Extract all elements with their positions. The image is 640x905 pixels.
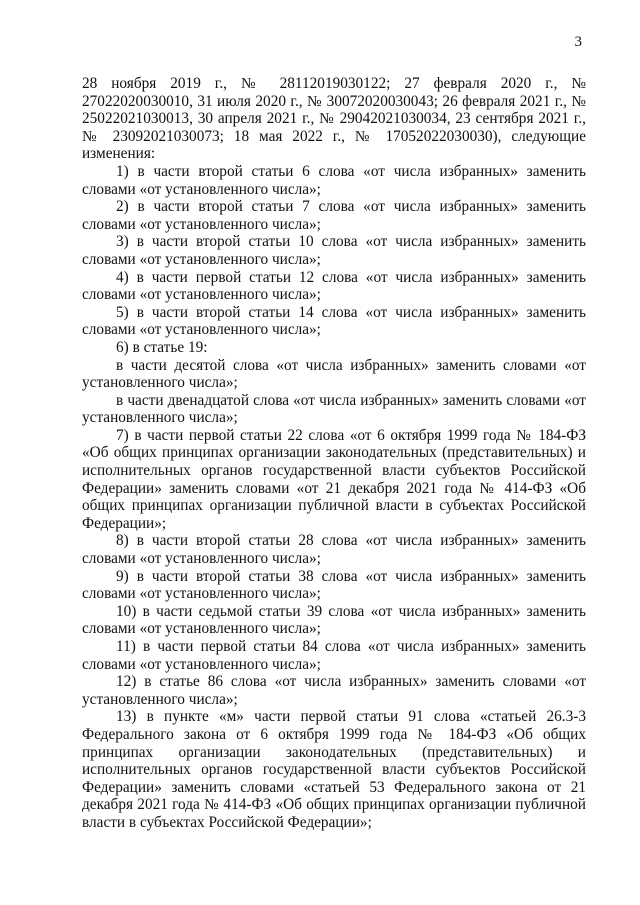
amendment-item-4: 4) в части первой статьи 12 слова «от числа избранных» заменить словами «от установленного числа»; (82, 268, 586, 304)
amendment-item-8: 8) в части второй статьи 28 слова «от числа избранных» заменить словами «от установленного числа»; (82, 532, 586, 568)
amendment-item-6: 6) в статье 19: (116, 338, 208, 356)
amendment-item-10: 10) в части седьмой статьи 39 слова «от числа избранных» заменить словами «от установленного числа»; (82, 602, 586, 638)
amendment-item-6-part-10: в части десятой слова «от числа избранных» заменить словами «от установленного числа»; (82, 356, 586, 392)
amendment-item-2: 2) в части второй статьи 7 слова «от числа избранных» заменить словами «от установленного числа»; (82, 198, 586, 233)
intro-paragraph: 28 ноября 2019 г., № 28112019030122; 27 февраля 2020 г., № 27022020030010, 31 июля 2020 г., № 30072020030043; 26 февраля 2021 г., № 25022021030013, 30 апреля 2021 г., № 29042021030034, 23 сентября 2021 г., № 23092021030073; 18 мая 2022 г., № 17052022030030), следующие изменения: (82, 75, 586, 163)
amendment-item-3: 3) в части второй статьи 10 слова «от числа избранных» заменить словами «от установленного числа»; (82, 233, 586, 268)
amendment-item-7: 7) в части первой статьи 22 слова «от 6 октября 1999 года № 184-ФЗ «Об общих принципах организации законодательных (представительных) и исполнительных органов государственной власти субъектов Российской Федерации» заменить словами «от 21 декабря 2021 года № 414-ФЗ «Об общих принципах организации публичной власти в субъектах Российской Федерации»; (82, 426, 586, 532)
amendment-item-1: 1) в части второй статьи 6 слова «от числа избранных» заменить словами «от установленного числа»; (82, 162, 586, 198)
amendment-item-5: 5) в части второй статьи 14 слова «от числа избранных» заменить словами «от установленного числа»; (82, 303, 586, 339)
amendment-item-6-part-12: в части двенадцатой слова «от числа избранных» заменить словами «от установленного числа»; (82, 391, 586, 427)
document-body (82, 75, 586, 832)
amendment-item-13: 13) в пункте «м» части первой статьи 91 слова «статьей 26.3-3 Федерального закона от 6 октября 1999 года № 184-ФЗ «Об общих принципах организации законодательных (представительных) и исполнительных органов государственной власти субъектов Российской Федерации» заменить словами «статьей 53 Федерального закона от 21 декабря 2021 года № 414-ФЗ «Об общих принципах организации публичной власти в субъектах Российской Федерации»; (82, 708, 586, 831)
amendment-item-12: 12) в статье 86 слова «от числа избранных» заменить словами «от установленного числа»; (82, 673, 586, 708)
amendment-item-9: 9) в части второй статьи 38 слова «от числа избранных» заменить словами «от установленного числа»; (82, 567, 586, 603)
amendment-item-11: 11) в части первой статьи 84 слова «от числа избранных» заменить словами «от установленного числа»; (82, 638, 586, 673)
page-number: 3 (574, 34, 582, 50)
